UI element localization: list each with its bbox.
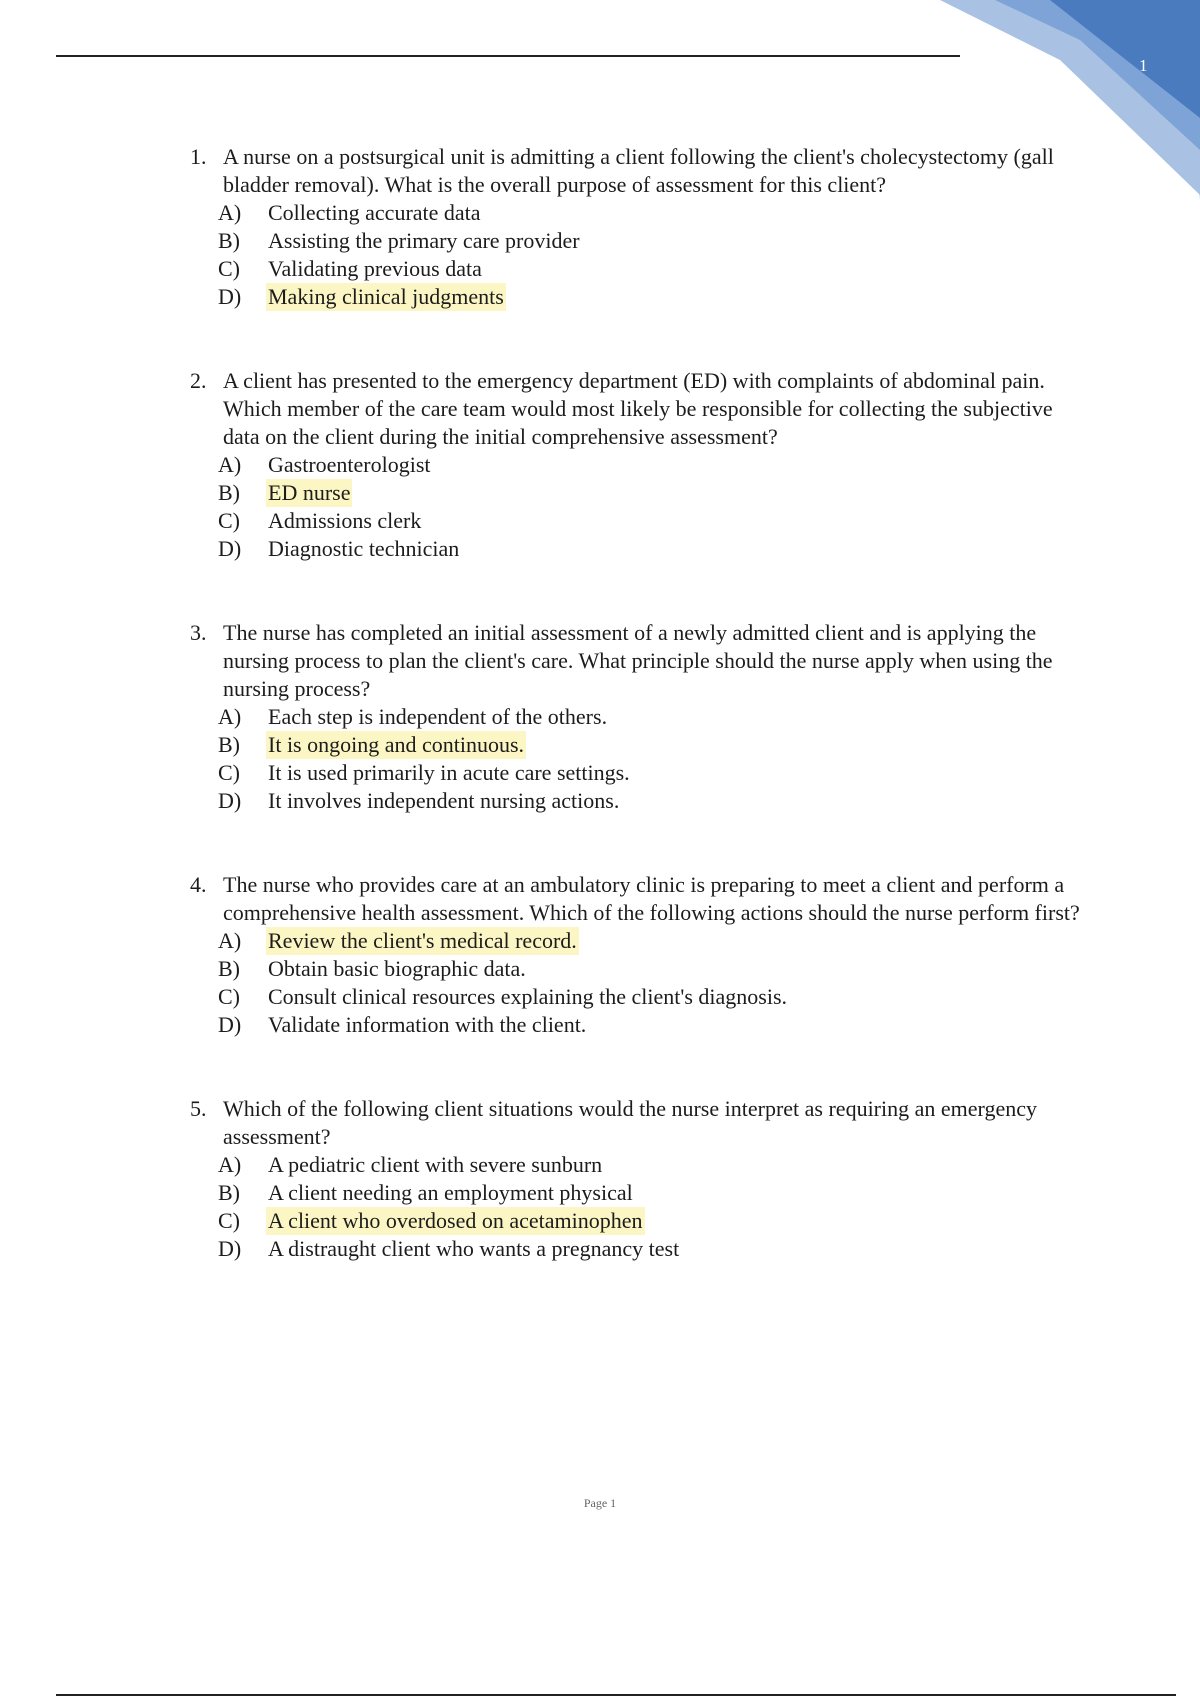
option-letter: B) bbox=[218, 228, 240, 253]
option-text: Collecting accurate data bbox=[268, 200, 481, 225]
question-text: The nurse who provides care at an ambulatory clinic is preparing to meet a client and perform a comprehensive health assessment. Which of the following actions should the nurse perform first? bbox=[223, 872, 1080, 925]
answer-options bbox=[190, 451, 1090, 563]
option-letter: C) bbox=[218, 984, 240, 1009]
option-text-highlighted: A client who overdosed on acetaminophen bbox=[268, 1208, 643, 1233]
question-item bbox=[190, 871, 1090, 1039]
question-gap bbox=[190, 311, 1090, 367]
option-text: A distraught client who wants a pregnancy test bbox=[268, 1236, 680, 1261]
question-text: A nurse on a postsurgical unit is admitting a client following the client's cholecystectomy (gall bladder removal). What is the overall purpose of assessment for this client? bbox=[223, 144, 1054, 197]
option-letter: A) bbox=[218, 928, 242, 953]
answer-option bbox=[218, 1179, 1090, 1207]
question-number: 5. bbox=[190, 1096, 207, 1121]
header-rule bbox=[56, 55, 960, 57]
question-item bbox=[190, 619, 1090, 815]
question-text: A client has presented to the emergency department (ED) with complaints of abdominal pain. Which member of the care team would most likely be responsible for collecting the subjective data on the client during the initial comprehensive assessment? bbox=[223, 368, 1053, 449]
answer-option bbox=[218, 479, 1090, 507]
option-text: It is used primarily in acute care settings. bbox=[268, 760, 630, 785]
answer-option bbox=[218, 955, 1090, 983]
answer-options bbox=[190, 1151, 1090, 1263]
answer-option bbox=[218, 283, 1090, 311]
option-text: Diagnostic technician bbox=[268, 536, 460, 561]
question-list bbox=[190, 143, 1090, 1263]
answer-option bbox=[218, 787, 1090, 815]
option-letter: C) bbox=[218, 256, 240, 281]
option-text: Gastroenterologist bbox=[268, 452, 431, 477]
option-letter: A) bbox=[218, 200, 242, 225]
option-text: A client needing an employment physical bbox=[268, 1180, 633, 1205]
answer-option bbox=[218, 255, 1090, 283]
option-letter: D) bbox=[218, 1236, 242, 1261]
question-stem bbox=[190, 367, 1090, 451]
option-text-highlighted: Making clinical judgments bbox=[268, 284, 504, 309]
option-letter: C) bbox=[218, 760, 240, 785]
answer-option bbox=[218, 927, 1090, 955]
answer-option bbox=[218, 1235, 1090, 1263]
question-stem bbox=[190, 871, 1090, 927]
option-letter: D) bbox=[218, 1012, 242, 1037]
option-text-highlighted: It is ongoing and continuous. bbox=[268, 732, 525, 757]
answer-options bbox=[190, 927, 1090, 1039]
answer-options bbox=[190, 703, 1090, 815]
question-gap bbox=[190, 1039, 1090, 1095]
option-text: Each step is independent of the others. bbox=[268, 704, 608, 729]
question-stem bbox=[190, 143, 1090, 199]
option-letter: A) bbox=[218, 704, 242, 729]
question-item bbox=[190, 367, 1090, 563]
option-text-highlighted: ED nurse bbox=[268, 480, 351, 505]
question-stem bbox=[190, 1095, 1090, 1151]
question-text: The nurse has completed an initial assessment of a newly admitted client and is applying the nursing process to plan the client's care. What principle should the nurse apply when using the nursing process? bbox=[223, 620, 1053, 701]
answer-option bbox=[218, 535, 1090, 563]
option-text: Validate information with the client. bbox=[268, 1012, 587, 1037]
option-text: Consult clinical resources explaining the client's diagnosis. bbox=[268, 984, 788, 1009]
option-text: Obtain basic biographic data. bbox=[268, 956, 526, 981]
footer-rule bbox=[56, 1694, 1176, 1696]
option-text: A pediatric client with severe sunburn bbox=[268, 1152, 603, 1177]
page-number: 1 bbox=[1139, 56, 1148, 75]
option-letter: C) bbox=[218, 1208, 240, 1233]
question-number: 2. bbox=[190, 368, 207, 393]
answer-option bbox=[218, 227, 1090, 255]
answer-option bbox=[218, 1011, 1090, 1039]
answer-option bbox=[218, 731, 1090, 759]
answer-option bbox=[218, 759, 1090, 787]
question-gap bbox=[190, 563, 1090, 619]
answer-option bbox=[218, 507, 1090, 535]
page-footer-label: Page 1 bbox=[583, 1496, 617, 1510]
answer-option bbox=[218, 1207, 1090, 1235]
answer-option bbox=[218, 451, 1090, 479]
option-letter: A) bbox=[218, 452, 242, 477]
answer-option bbox=[218, 703, 1090, 731]
option-letter: B) bbox=[218, 956, 240, 981]
option-text: Admissions clerk bbox=[268, 508, 422, 533]
option-text: Validating previous data bbox=[268, 256, 482, 281]
question-item bbox=[190, 1095, 1090, 1263]
question-item bbox=[190, 143, 1090, 311]
option-text: Assisting the primary care provider bbox=[268, 228, 580, 253]
option-letter: B) bbox=[218, 732, 240, 757]
option-letter: C) bbox=[218, 508, 240, 533]
option-letter: B) bbox=[218, 480, 240, 505]
answer-option bbox=[218, 983, 1090, 1011]
option-letter: A) bbox=[218, 1152, 242, 1177]
answer-option bbox=[218, 1151, 1090, 1179]
question-number: 4. bbox=[190, 872, 207, 897]
option-text-highlighted: Review the client's medical record. bbox=[268, 928, 577, 953]
option-letter: D) bbox=[218, 536, 242, 561]
option-letter: D) bbox=[218, 788, 242, 813]
answer-option bbox=[218, 199, 1090, 227]
question-stem bbox=[190, 619, 1090, 703]
question-gap bbox=[190, 815, 1090, 871]
option-letter: D) bbox=[218, 284, 242, 309]
question-text: Which of the following client situations would the nurse interpret as requiring an emergency assessment? bbox=[223, 1096, 1037, 1149]
answer-options bbox=[190, 199, 1090, 311]
question-number: 1. bbox=[190, 144, 207, 169]
option-text: It involves independent nursing actions. bbox=[268, 788, 620, 813]
option-letter: B) bbox=[218, 1180, 240, 1205]
question-number: 3. bbox=[190, 620, 207, 645]
